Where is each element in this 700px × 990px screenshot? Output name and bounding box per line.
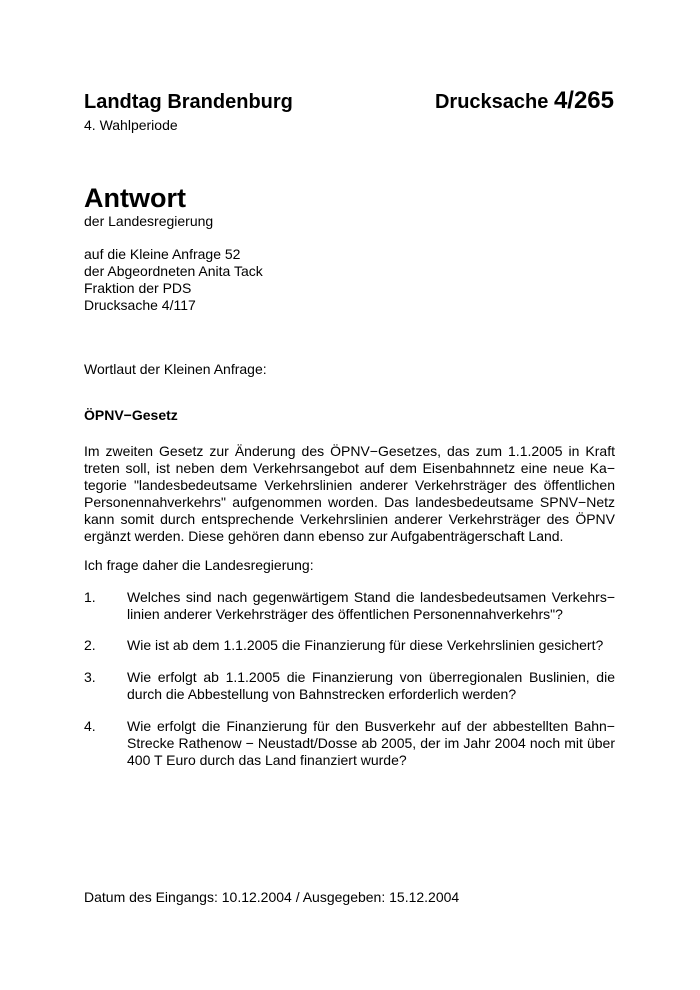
question-item xyxy=(84,718,615,769)
question-item xyxy=(84,637,615,654)
question-number: 4. xyxy=(84,718,96,734)
drucksache-label: Drucksache xyxy=(434,91,549,113)
reference-line: auf die Kleine Anfrage 52 xyxy=(84,246,241,262)
footer-dates: Datum des Eingangs: 10.12.2004 / Ausgegeben: 15.12.2004 xyxy=(84,889,460,905)
question-text: Wie ist ab dem 1.1.2005 die Finanzierung für diese Verkehrslinien gesichert? xyxy=(127,637,604,653)
question-list xyxy=(84,669,615,703)
question-list xyxy=(84,718,615,769)
drucksache-number: 4/265 xyxy=(553,87,614,114)
intro-paragraph: Im zweiten Gesetz zur Änderung des ÖPNV−Gesetzes, das zum 1.1.2005 in Kraft treten soll, ist neben dem Verkehrsangebot auf dem Eisenbahnnetz eine neue Ka− tegorie "landesbedeutsame Verkehrslinien anderer Verkehrsträger des öffentlichen Personennahverkehrs" aufgenommen worden. Das landesbedeutsame SPNV−Netz kann somit durch entsprechende Verkehrslinien anderer Verkehrsträger des ÖPNV ergänzt werden. Diese gehören dann ebenso zur Aufgabenträgerschaft Land. xyxy=(84,443,615,544)
question-item xyxy=(84,669,615,703)
document-heading: Antwort xyxy=(84,183,186,213)
document-subheading: der Landesregierung xyxy=(84,213,214,229)
wortlaut-label: Wortlaut der Kleinen Anfrage: xyxy=(84,361,267,377)
question-number: 1. xyxy=(84,589,96,605)
question-number: 2. xyxy=(84,637,96,653)
drucksache-header xyxy=(435,86,614,117)
parliament-title: Landtag Brandenburg xyxy=(84,91,293,113)
question-item xyxy=(84,589,615,623)
question-text: Wie erfolgt ab 1.1.2005 die Finanzierung von überregionalen Buslinien, die durch die Abbestellung von Bahnstrecken erforderlich werden? xyxy=(127,669,615,702)
reference-line: der Abgeordneten Anita Tack xyxy=(84,263,263,279)
subject-heading: ÖPNV−Gesetz xyxy=(84,407,178,423)
question-text: Welches sind nach gegenwärtigem Stand die landesbedeutsamen Verkehrs− linien anderer Verkehrsträger des öffentlichen Personennahverkehrs"? xyxy=(127,589,615,622)
wahlperiode: 4. Wahlperiode xyxy=(84,117,178,133)
question-text: Wie erfolgt die Finanzierung für den Busverkehr auf der abbestellten Bahn− Strecke Rathenow − Neustadt/Dosse ab 2005, der im Jahr 2004 noch mit über 400 T Euro durch das Land finanziert wurde? xyxy=(127,718,615,768)
reference-line: Drucksache 4/117 xyxy=(84,297,196,313)
question-list xyxy=(84,637,615,654)
reference-block xyxy=(84,246,484,314)
reference-line: Fraktion der PDS xyxy=(84,280,192,296)
question-number: 3. xyxy=(84,669,96,685)
question-list xyxy=(84,589,615,623)
question-intro: Ich frage daher die Landesregierung: xyxy=(84,557,314,573)
